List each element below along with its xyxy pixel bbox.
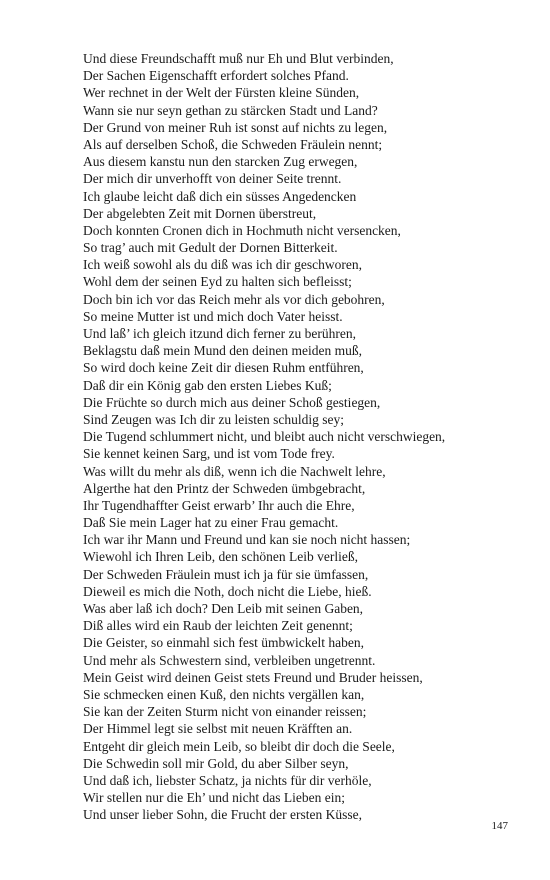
poem-line: Und unser lieber Sohn, die Frucht der ersten Küsse, bbox=[83, 807, 362, 823]
poem-line: Der Schweden Fräulein must ich ja für sie ümfassen, bbox=[83, 566, 369, 582]
poem-line: Der Grund von meiner Ruh ist sonst auf nichts zu legen, bbox=[83, 119, 388, 135]
poem-line: Entgeht dir gleich mein Leib, so bleibt dir doch die Seele, bbox=[83, 738, 395, 754]
poem-line: Beklagstu daß mein Mund den deinen meiden muß, bbox=[83, 343, 362, 359]
poem-line: Sie schmecken einen Kuß, den nichts vergällen kan, bbox=[83, 686, 365, 702]
poem-line: Der mich dir unverhofft von deiner Seite trennt. bbox=[83, 171, 342, 187]
poem-line: Die Schwedin soll mir Gold, du aber Silber seyn, bbox=[83, 755, 349, 771]
poem-line: So wird doch keine Zeit dir diesen Ruhm entführen, bbox=[83, 360, 364, 376]
poem-line: Was aber laß ich doch? Den Leib mit seinen Gaben, bbox=[83, 601, 364, 616]
poem-line: Der Himmel legt sie selbst mit neuen Kräfften an. bbox=[83, 721, 353, 737]
poem-line: Und daß ich, liebster Schatz, ja nichts für dir verhöle, bbox=[83, 772, 372, 788]
poem-line: Wiewohl ich Ihren Leib, den schönen Leib verließ, bbox=[83, 549, 358, 565]
poem-line: Und diese Freundschafft muß nur Eh und Blut verbinden, bbox=[83, 51, 394, 66]
poem-line: So trag’ auch mit Gedult der Dornen Bitterkeit. bbox=[83, 240, 338, 256]
poem-line: Mein Geist wird deinen Geist stets Freund und Bruder heissen, bbox=[83, 669, 423, 685]
poem-line: Und mehr als Schwestern sind, verbleiben ungetrennt. bbox=[83, 652, 376, 668]
poem-line: Der Sachen Eigenschafft erfordert solches Pfand. bbox=[83, 68, 349, 84]
poem-line: Als auf derselben Schoß, die Schweden Fräulein nennt; bbox=[83, 136, 383, 152]
poem-line: Der abgelebten Zeit mit Dornen überstreut, bbox=[83, 205, 317, 221]
poem-line: Wann sie nur seyn gethan zu stärcken Stadt und Land? bbox=[83, 102, 378, 118]
poem-line: Ich glaube leicht daß dich ein süsses Angedencken bbox=[83, 188, 357, 204]
poem-line: Wer rechnet in der Welt der Fürsten kleine Sünden, bbox=[83, 85, 360, 101]
poem-line: Wir stellen nur die Eh’ und nicht das Lieben ein; bbox=[83, 790, 346, 806]
poem-line: Ich weiß sowohl als du diß was ich dir geschworen, bbox=[83, 257, 362, 273]
poem-line: Ich war ihr Mann und Freund und kan sie noch nicht hassen; bbox=[83, 532, 411, 548]
poem-line: Aus diesem kanstu nun den starcken Zug erwegen, bbox=[83, 154, 358, 170]
poem-line: Wohl dem der seinen Eyd zu halten sich befleisst; bbox=[83, 274, 352, 290]
poem-line: Daß Sie mein Lager hat zu einer Frau gemacht. bbox=[83, 515, 339, 531]
poem-line: Doch bin ich vor das Reich mehr als vor dich gebohren, bbox=[83, 291, 385, 307]
poem-line: Sind Zeugen was Ich dir zu leisten schuldig sey; bbox=[83, 411, 344, 427]
poem-line: Die Früchte so durch mich aus deiner Schoß gestiegen, bbox=[83, 394, 381, 410]
poem-line: Sie kan der Zeiten Sturm nicht von einander reissen; bbox=[83, 704, 367, 720]
poem-line: Ihr Tugendhaffter Geist erwarb’ Ihr auch die Ehre, bbox=[83, 497, 355, 513]
poem-line: Doch konnten Cronen dich in Hochmuth nicht versencken, bbox=[83, 222, 401, 238]
poem-text-block bbox=[83, 50, 543, 823]
poem-line: So meine Mutter ist und mich doch Vater heisst. bbox=[83, 308, 343, 324]
poem-line: Sie kennet keinen Sarg, und ist vom Tode frey. bbox=[83, 446, 335, 462]
poem-line: Dieweil es mich die Noth, doch nicht die Liebe, hieß. bbox=[83, 583, 372, 599]
poem-line: Diß alles wird ein Raub der leichten Zeit genennt; bbox=[83, 618, 353, 634]
poem-line: Was willt du mehr als diß, wenn ich die Nachwelt lehre, bbox=[83, 463, 386, 479]
page-number: 147 bbox=[491, 820, 508, 832]
poem-line: Die Geister, so einmahl sich fest ümbwickelt haben, bbox=[83, 635, 365, 651]
poem-line: Daß dir ein König gab den ersten Liebes Kuß; bbox=[83, 377, 332, 393]
poem-line: Die Tugend schlummert nicht, und bleibt auch nicht verschwiegen, bbox=[83, 429, 446, 445]
poem-line: Und laß’ ich gleich itzund dich ferner zu berühren, bbox=[83, 326, 357, 341]
poem-line: Algerthe hat den Printz der Schweden ümbgebracht, bbox=[83, 480, 366, 496]
